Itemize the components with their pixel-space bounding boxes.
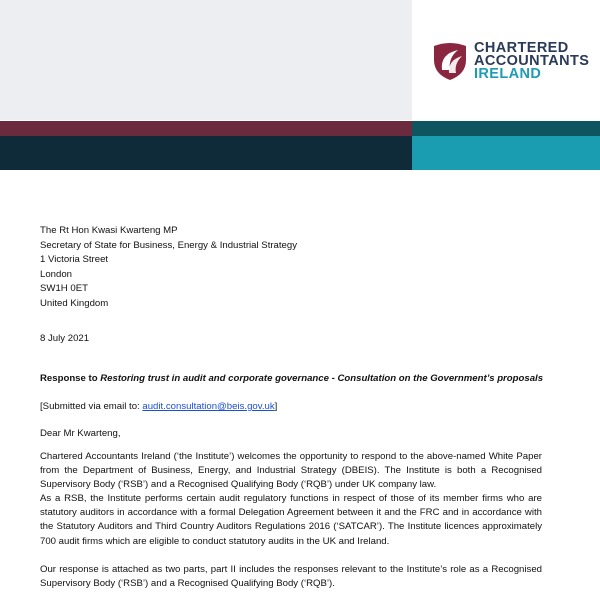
subject-prefix: Response to — [40, 373, 101, 384]
address-line: The Rt Hon Kwasi Kwarteng MP — [40, 225, 178, 236]
logo-emblem-icon — [432, 40, 468, 80]
letter-date: 8 July 2021 — [40, 333, 90, 344]
logo-text-line3: IRELAND — [474, 66, 542, 82]
subject-title: Restoring trust in audit and corporate governance - Consultation on the Government’s proposals — [100, 373, 544, 384]
chartered-accountants-ireland-logo — [432, 38, 590, 88]
header-band-teal-dark — [412, 121, 600, 136]
address-line: London — [40, 268, 73, 280]
body-paragraph: As a RSB, the Institute performs certain audit regulatory functions in respect of those of its member firms who are statutory auditors in accordance with a formal Delegation Agreement between it and the FRC and in accordance with the Statutory Auditors and Third Country Auditors Regulations 2016 (‘SATCAR’). The Institute licences approximately 700 audit firms which are eligible to conduct statutory audits in the UK and Ireland. — [40, 493, 542, 547]
salutation: Dear Mr Kwarteng, — [40, 428, 121, 439]
header-band-maroon — [0, 121, 412, 136]
address-line: 1 Victoria Street — [40, 254, 109, 266]
letterhead-background — [0, 0, 412, 120]
logo-text-line2: ACCOUNTANTS — [474, 53, 590, 69]
body-paragraph: Our response is attached as two parts, part II includes the responses relevant to the Institute’s role as a Recognised Supervisory Body (‘RSB’) and a Recognised Qualifying Body (‘RQB’). — [40, 564, 542, 590]
header-band-navy — [0, 136, 412, 170]
body-paragraph: Chartered Accountants Ireland (‘the Institute’) welcomes the opportunity to respond to the above-named White Paper from the Department of Business, Energy, and Industrial Strategy (DBEIS). The Institute is both a Recognised Supervisory Body (‘RSB’) and a Recognised Qualifying Body (‘RQB’) under UK company law. — [40, 451, 542, 491]
header-band-teal — [412, 136, 600, 170]
recipient-address — [40, 224, 540, 312]
address-line: Secretary of State for Business, Energy & Industrial Strategy — [40, 239, 298, 251]
submitted-suffix: ] — [274, 401, 278, 412]
letter-subject — [40, 373, 543, 384]
submission-email-link[interactable]: audit.consultation@beis.gov.uk — [142, 401, 275, 412]
address-line: SW1H 0ET — [40, 283, 88, 295]
submission-note — [40, 401, 277, 412]
submitted-prefix: [Submitted via email to: — [40, 401, 143, 412]
address-line: United Kingdom — [40, 297, 109, 309]
logo-text-line1: CHARTERED — [474, 40, 569, 56]
